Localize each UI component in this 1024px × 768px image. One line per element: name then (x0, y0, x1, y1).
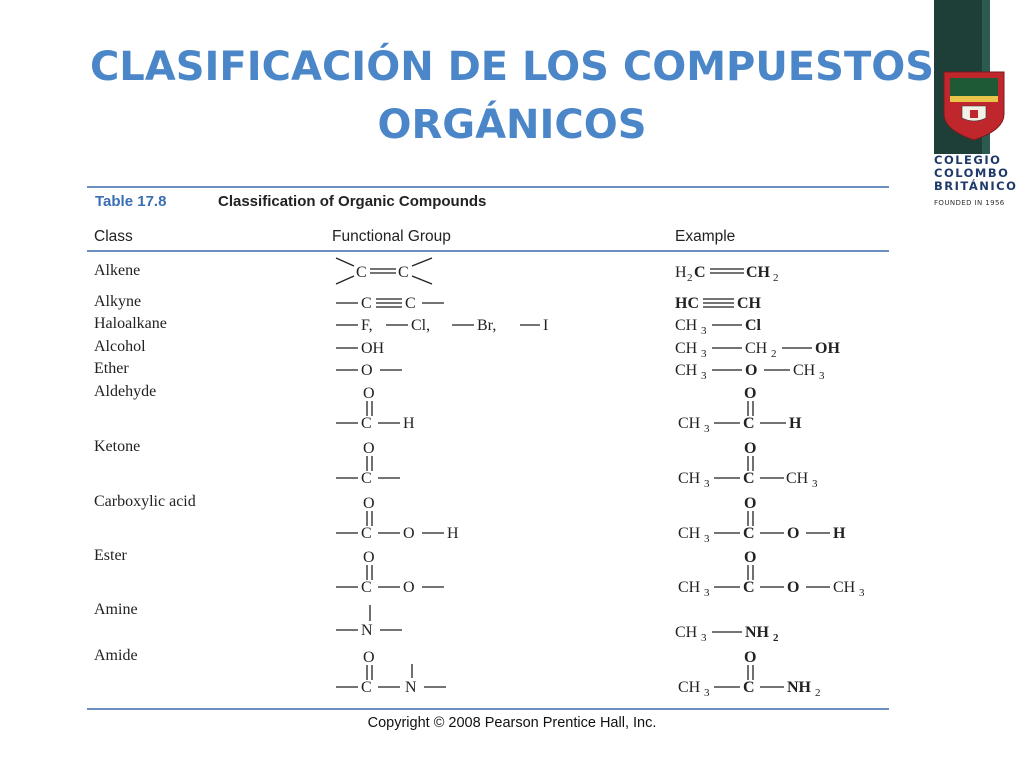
svg-text:2: 2 (773, 632, 779, 644)
fg-alkene (336, 258, 432, 284)
svg-text:O: O (744, 385, 757, 402)
ex-ketone (678, 440, 818, 490)
svg-text:C: C (743, 470, 755, 487)
svg-text:CH: CH (675, 362, 698, 379)
svg-text:O: O (745, 362, 758, 379)
class-alkene: Alkene (94, 262, 141, 279)
svg-text:H: H (789, 415, 802, 432)
svg-text:O: O (787, 579, 800, 596)
svg-text:OH: OH (361, 340, 385, 357)
table-caption: Classification of Organic Compounds (218, 193, 487, 210)
svg-text:CH: CH (678, 525, 701, 542)
class-haloalkane: Haloalkane (94, 315, 167, 332)
svg-text:C: C (361, 525, 372, 542)
svg-text:3: 3 (701, 348, 707, 360)
svg-text:3: 3 (859, 587, 865, 599)
ex-carboxylic-acid (678, 495, 846, 545)
svg-text:CH: CH (675, 317, 698, 334)
svg-text:O: O (744, 495, 757, 512)
svg-text:3: 3 (701, 370, 707, 382)
svg-text:C: C (361, 679, 372, 696)
svg-text:C: C (398, 264, 409, 281)
svg-text:C: C (743, 415, 755, 432)
svg-text:C: C (694, 264, 706, 281)
svg-text:3: 3 (704, 687, 710, 699)
ex-amide (678, 649, 821, 699)
svg-text:2: 2 (773, 272, 779, 284)
svg-text:CH: CH (678, 679, 701, 696)
svg-text:CH: CH (833, 579, 856, 596)
school-founded: FOUNDED IN 1956 (934, 199, 1005, 207)
class-amine: Amine (94, 601, 138, 618)
svg-text:O: O (403, 525, 415, 542)
svg-text:CH: CH (675, 340, 698, 357)
svg-text:I: I (543, 317, 549, 334)
ex-alcohol (675, 340, 840, 360)
svg-text:OH: OH (815, 340, 840, 357)
svg-text:O: O (787, 525, 800, 542)
ex-alkyne (675, 295, 762, 312)
ex-amine (675, 624, 779, 644)
svg-text:CH: CH (746, 264, 770, 281)
svg-text:C: C (743, 679, 755, 696)
fg-amide (336, 649, 446, 696)
class-aldehyde: Aldehyde (94, 383, 157, 400)
fg-amine (336, 605, 402, 639)
header-example: Example (675, 228, 736, 245)
fg-ester (336, 549, 444, 596)
copyright-notice: Copyright © 2008 Pearson Prentice Hall, Inc. (367, 715, 657, 731)
svg-text:Cl,: Cl, (411, 317, 431, 334)
svg-text:H: H (675, 264, 687, 281)
svg-text:C: C (361, 470, 372, 487)
svg-text:3: 3 (812, 478, 818, 490)
svg-text:Br,: Br, (477, 317, 497, 334)
class-ester: Ester (94, 547, 127, 564)
svg-text:C: C (405, 295, 416, 312)
class-ether: Ether (94, 360, 129, 377)
svg-text:O: O (403, 579, 415, 596)
svg-text:N: N (361, 622, 373, 639)
svg-text:CH: CH (678, 470, 701, 487)
ex-aldehyde (678, 385, 802, 435)
class-ketone: Ketone (94, 438, 141, 455)
fg-carboxylic-acid (336, 495, 459, 542)
svg-text:NH: NH (787, 679, 811, 696)
svg-text:CH: CH (737, 295, 761, 312)
svg-text:N: N (405, 679, 417, 696)
svg-text:O: O (363, 440, 375, 457)
svg-text:O: O (363, 385, 375, 402)
svg-text:2: 2 (687, 272, 693, 284)
svg-text:3: 3 (819, 370, 825, 382)
fg-alkyne (336, 295, 444, 312)
svg-text:H: H (447, 525, 459, 542)
svg-text:HC: HC (675, 295, 699, 312)
class-alkyne: Alkyne (94, 293, 142, 310)
fg-alcohol (336, 340, 385, 357)
svg-text:C: C (361, 295, 372, 312)
svg-text:CH: CH (678, 415, 701, 432)
svg-text:O: O (744, 549, 757, 566)
svg-text:H: H (403, 415, 415, 432)
fg-ketone (336, 440, 400, 487)
svg-text:O: O (744, 649, 757, 666)
svg-text:O: O (361, 362, 373, 379)
school-name-line-2: COLOMBO (934, 166, 1010, 180)
svg-text:O: O (744, 440, 757, 457)
header-functional-group: Functional Group (332, 228, 451, 245)
svg-text:CH: CH (678, 579, 701, 596)
class-amide: Amide (94, 647, 138, 664)
svg-text:O: O (363, 649, 375, 666)
svg-text:CH: CH (793, 362, 816, 379)
class-alcohol: Alcohol (94, 338, 146, 355)
svg-text:O: O (363, 495, 375, 512)
svg-text:CH: CH (745, 340, 768, 357)
svg-text:CH: CH (786, 470, 809, 487)
svg-text:3: 3 (701, 632, 707, 644)
title-line-1: CLASIFICACIÓN DE LOS COMPUESTOS (89, 44, 935, 90)
school-name-line-1: COLEGIO (934, 153, 1002, 167)
ex-haloalkane (675, 317, 762, 337)
svg-text:2: 2 (771, 348, 777, 360)
svg-text:O: O (363, 549, 375, 566)
svg-text:2: 2 (815, 687, 821, 699)
svg-text:NH: NH (745, 624, 769, 641)
svg-text:Cl: Cl (745, 317, 761, 334)
class-carboxylic-acid: Carboxylic acid (94, 493, 196, 510)
svg-text:3: 3 (704, 423, 710, 435)
svg-text:3: 3 (704, 587, 710, 599)
school-name-line-3: BRITÁNICO (934, 179, 1018, 193)
table-number: Table 17.8 (95, 193, 167, 210)
header-class: Class (94, 228, 133, 245)
svg-text:C: C (361, 579, 372, 596)
svg-text:C: C (743, 579, 755, 596)
svg-text:3: 3 (704, 478, 710, 490)
svg-text:H: H (833, 525, 846, 542)
fg-haloalkane (336, 317, 548, 334)
ex-ester (678, 549, 865, 599)
ex-alkene (675, 264, 779, 284)
svg-text:3: 3 (701, 325, 707, 337)
fg-aldehyde (336, 385, 415, 432)
svg-text:C: C (743, 525, 755, 542)
ex-ether (675, 362, 825, 382)
svg-text:CH: CH (675, 624, 698, 641)
svg-text:C: C (356, 264, 367, 281)
svg-text:F,: F, (361, 317, 373, 334)
title-line-2: ORGÁNICOS (377, 102, 647, 148)
svg-text:3: 3 (704, 533, 710, 545)
fg-ether (336, 362, 402, 379)
svg-text:C: C (361, 415, 372, 432)
